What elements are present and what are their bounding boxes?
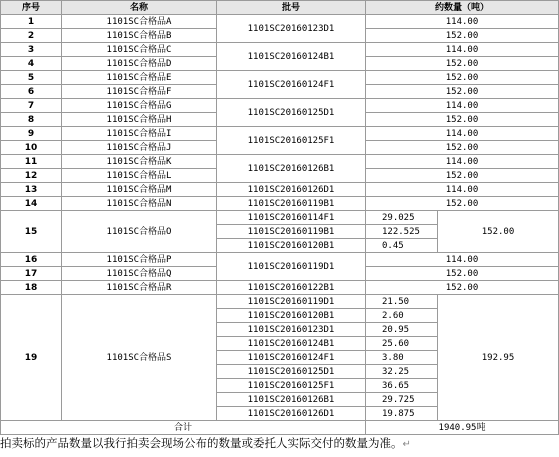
row-number: 10 (1, 141, 62, 155)
sub-quantity: 0.45 (366, 239, 438, 253)
batch-number: 1101SC20160125F1 (217, 127, 366, 155)
batch-number: 1101SC20160124F1 (217, 71, 366, 99)
product-name: 1101SC合格品Q (62, 267, 217, 281)
quantity: 114.00 (366, 253, 559, 267)
batch-number: 1101SC20160125D1 (217, 99, 366, 127)
product-name: 1101SC合格品P (62, 253, 217, 267)
sub-quantity: 25.60 (366, 337, 438, 351)
row-number: 11 (1, 155, 62, 169)
product-name: 1101SC合格品C (62, 43, 217, 57)
batch-number: 1101SC20160119B1 (217, 225, 366, 239)
group-total-quantity: 192.95 (438, 295, 559, 421)
product-name: 1101SC合格品H (62, 113, 217, 127)
row-number: 14 (1, 197, 62, 211)
table-row (1, 211, 559, 225)
sub-quantity: 21.50 (366, 295, 438, 309)
product-name: 1101SC合格品J (62, 141, 217, 155)
quantity: 114.00 (366, 155, 559, 169)
batch-number: 1101SC20160120B1 (217, 309, 366, 323)
row-number: 18 (1, 281, 62, 295)
batch-number: 1101SC20160126D1 (217, 407, 366, 421)
row-number: 5 (1, 71, 62, 85)
batch-number: 1101SC20160124B1 (217, 337, 366, 351)
product-name: 1101SC合格品D (62, 57, 217, 71)
batch-number: 1101SC20160124F1 (217, 351, 366, 365)
note-text: 拍卖标的产品数量以我行拍卖会现场公布的数量或委托人实际交付的数量为准。 (0, 436, 403, 450)
row-number: 3 (1, 43, 62, 57)
product-name: 1101SC合格品O (62, 211, 217, 253)
table-row (1, 183, 559, 197)
product-name: 1101SC合格品N (62, 197, 217, 211)
header-name: 名称 (62, 1, 217, 15)
batch-number: 1101SC20160119D1 (217, 253, 366, 281)
product-name: 1101SC合格品G (62, 99, 217, 113)
table-row (1, 155, 559, 169)
quantity: 152.00 (366, 141, 559, 155)
quantity: 114.00 (366, 43, 559, 57)
product-name: 1101SC合格品F (62, 85, 217, 99)
batch-number: 1101SC20160125D1 (217, 365, 366, 379)
sub-quantity: 29.025 (366, 211, 438, 225)
row-number: 13 (1, 183, 62, 197)
product-name: 1101SC合格品K (62, 155, 217, 169)
product-name: 1101SC合格品S (62, 295, 217, 421)
row-number: 9 (1, 127, 62, 141)
row-number: 19 (1, 295, 62, 421)
quantity: 114.00 (366, 183, 559, 197)
table-row (1, 253, 559, 267)
quantity: 152.00 (366, 267, 559, 281)
header-batch: 批号 (217, 1, 366, 15)
table-row (1, 43, 559, 57)
product-name: 1101SC合格品M (62, 183, 217, 197)
product-name: 1101SC合格品B (62, 29, 217, 43)
quantity: 114.00 (366, 99, 559, 113)
batch-number: 1101SC20160126D1 (217, 183, 366, 197)
row-number: 7 (1, 99, 62, 113)
sub-quantity: 122.525 (366, 225, 438, 239)
row-number: 8 (1, 113, 62, 127)
table-body (1, 15, 559, 421)
table-row (1, 295, 559, 309)
batch-number: 1101SC20160126B1 (217, 393, 366, 407)
batch-number: 1101SC20160123D1 (217, 15, 366, 43)
table-header-row (1, 1, 559, 15)
product-name: 1101SC合格品E (62, 71, 217, 85)
row-number: 15 (1, 211, 62, 253)
paragraph-mark-icon: ↵ (402, 439, 411, 450)
table-row (1, 281, 559, 295)
batch-number: 1101SC20160126B1 (217, 155, 366, 183)
batch-number: 1101SC20160119B1 (217, 197, 366, 211)
row-number: 17 (1, 267, 62, 281)
total-label: 合计 (1, 421, 366, 435)
sub-quantity: 19.875 (366, 407, 438, 421)
header-no: 序号 (1, 1, 62, 15)
row-number: 4 (1, 57, 62, 71)
quantity: 152.00 (366, 29, 559, 43)
batch-number: 1101SC20160123D1 (217, 323, 366, 337)
table-row (1, 71, 559, 85)
quantity: 152.00 (366, 281, 559, 295)
table-row (1, 197, 559, 211)
sub-quantity: 20.95 (366, 323, 438, 337)
total-row (1, 421, 559, 435)
table-row (1, 15, 559, 29)
note-text-line (0, 435, 559, 453)
quantity: 152.00 (366, 113, 559, 127)
table-row (1, 127, 559, 141)
quantity: 152.00 (366, 197, 559, 211)
sub-quantity: 2.60 (366, 309, 438, 323)
header-quantity: 约数量（吨） (366, 1, 559, 15)
sub-quantity: 32.25 (366, 365, 438, 379)
batch-number: 1101SC20160119D1 (217, 295, 366, 309)
row-number: 6 (1, 85, 62, 99)
sub-quantity: 3.80 (366, 351, 438, 365)
quantity: 152.00 (366, 57, 559, 71)
quantity: 152.00 (366, 85, 559, 99)
product-name: 1101SC合格品A (62, 15, 217, 29)
row-number: 1 (1, 15, 62, 29)
row-number: 2 (1, 29, 62, 43)
quantity: 114.00 (366, 15, 559, 29)
sub-quantity: 29.725 (366, 393, 438, 407)
row-number: 16 (1, 253, 62, 267)
product-name: 1101SC合格品L (62, 169, 217, 183)
batch-number: 1101SC20160122B1 (217, 281, 366, 295)
batch-number: 1101SC20160125F1 (217, 379, 366, 393)
quantity: 114.00 (366, 127, 559, 141)
product-name: 1101SC合格品R (62, 281, 217, 295)
quantity: 152.00 (366, 71, 559, 85)
table-row (1, 99, 559, 113)
sub-quantity: 36.65 (366, 379, 438, 393)
batch-number: 1101SC20160120B1 (217, 239, 366, 253)
batch-number: 1101SC20160114F1 (217, 211, 366, 225)
product-name: 1101SC合格品I (62, 127, 217, 141)
group-total-quantity: 152.00 (438, 211, 559, 253)
batch-number: 1101SC20160124B1 (217, 43, 366, 71)
quantity: 152.00 (366, 169, 559, 183)
total-value: 1940.95吨 (366, 421, 559, 435)
row-number: 12 (1, 169, 62, 183)
